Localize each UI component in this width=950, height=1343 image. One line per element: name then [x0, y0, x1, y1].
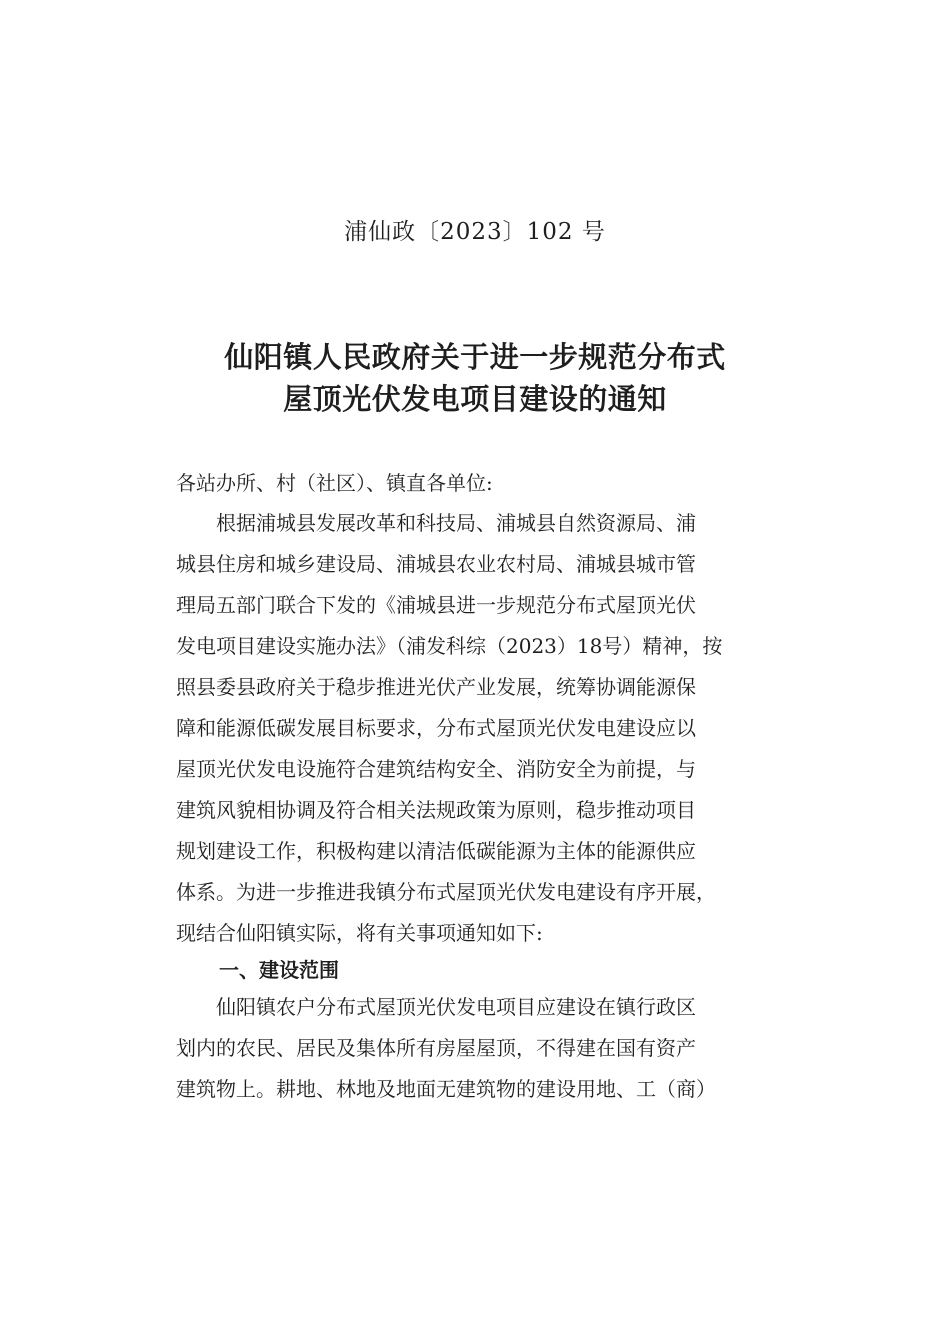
paragraph-line: 发电项目建设实施办法》（浦发科综（2023）18号）精神，按: [176, 634, 723, 658]
paragraph-line: 障和能源低碳发展目标要求，分布式屋顶光伏发电建设应以: [176, 716, 696, 740]
paragraph-line: 规划建设工作，积极构建以清洁低碳能源为主体的能源供应: [176, 839, 696, 863]
salutation: [176, 463, 788, 504]
paragraph-line: 仙阳镇农户分布式屋顶光伏发电项目应建设在镇行政区: [176, 995, 696, 1019]
paragraph-line: 根据浦城县发展改革和科技局、浦城县自然资源局、浦: [176, 511, 696, 535]
paragraph-line: 城县住房和城乡建设局、浦城县农业农村局、浦城县城市管: [176, 552, 696, 576]
paragraph-line: 建筑风貌相协调及符合相关法规政策为原则，稳步推动项目: [176, 798, 696, 822]
paragraph-line: 照县委县政府关于稳步推进光伏产业发展，统筹协调能源保: [176, 675, 696, 699]
paragraph-construction-scope: [176, 987, 788, 1110]
paragraph-intro: [176, 503, 788, 954]
salutation-text: 各站办所、村（社区）、镇直各单位:: [176, 471, 493, 495]
document-number: 浦仙政〔2023〕102 号: [344, 219, 606, 245]
paragraph-line: 现结合仙阳镇实际，将有关事项通知如下:: [176, 921, 543, 945]
paragraph-line: 建筑物上。耕地、林地及地面无建筑物的建设用地、工（商）: [176, 1077, 716, 1101]
paragraph-line: 划内的农民、居民及集体所有房屋屋顶，不得建在国有资产: [176, 1036, 696, 1060]
paragraph-line: 理局五部门联合下发的《浦城县进一步规范分布式屋顶光伏: [176, 593, 696, 617]
paragraph-line: 体系。为进一步推进我镇分布式屋顶光伏发电建设有序开展，: [176, 880, 716, 904]
document-title: [0, 336, 950, 420]
section-heading-construction-scope: 一、建设范围: [219, 958, 339, 982]
title-line-2: 屋顶光伏发电项目建设的通知: [283, 382, 667, 416]
title-line-1: 仙阳镇人民政府关于进一步规范分布式: [224, 340, 726, 374]
paragraph-line: 屋顶光伏发电设施符合建筑结构安全、消防安全为前提，与: [176, 757, 696, 781]
